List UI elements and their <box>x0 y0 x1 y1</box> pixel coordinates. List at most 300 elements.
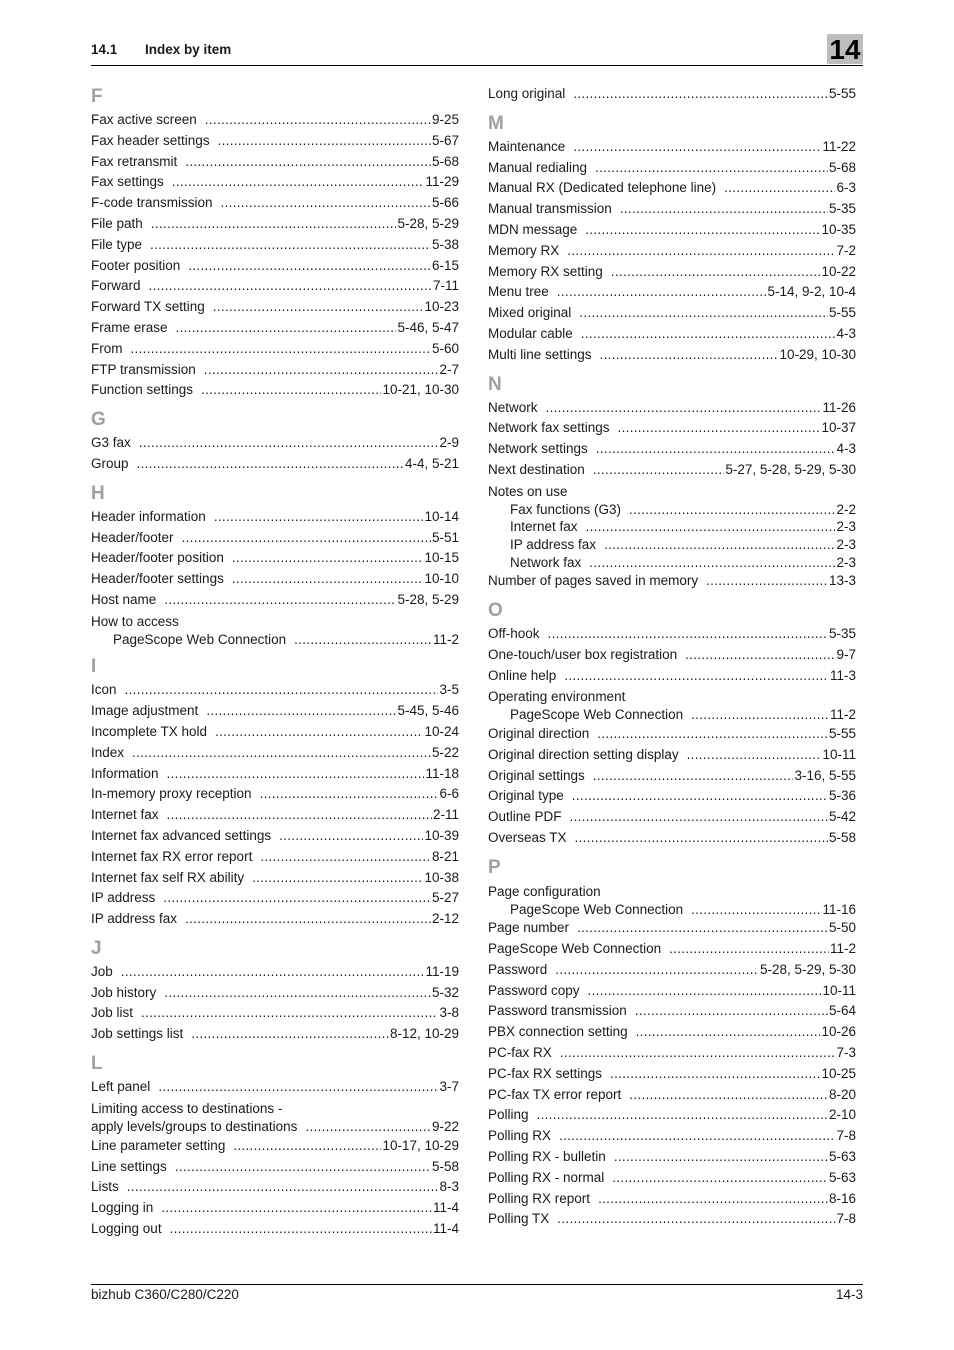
entry-page-ref: 7-2 <box>836 242 856 258</box>
index-entry <box>91 131 459 152</box>
dot-leader <box>548 624 828 645</box>
entry-page-ref: 3-7 <box>439 1079 459 1095</box>
index-entry <box>91 528 459 549</box>
dot-leader <box>555 960 759 981</box>
dot-leader <box>232 569 424 590</box>
entry-term: PageScope Web Connection <box>488 941 662 957</box>
entry-term: Fax settings <box>91 174 164 190</box>
index-entry <box>488 178 856 199</box>
entry-term: Fax functions (G3) <box>510 501 622 517</box>
dot-leader <box>167 805 432 826</box>
index-entry <box>91 1136 459 1157</box>
entry-term: Next destination <box>488 461 585 477</box>
dot-leader <box>279 826 423 847</box>
dot-leader <box>205 110 431 131</box>
entry-page-ref: 5-36 <box>828 788 856 804</box>
entry-term: MDN message <box>488 221 578 237</box>
dot-leader <box>570 807 828 828</box>
entry-term: Function settings <box>91 382 194 398</box>
entry-term: Incomplete TX hold <box>91 723 208 739</box>
index-entry <box>91 1198 459 1219</box>
dot-leader <box>149 276 432 297</box>
entry-page-ref: 11-22 <box>822 138 856 154</box>
entry-page-ref: 11-19 <box>425 963 459 979</box>
dot-leader <box>604 536 835 554</box>
entry-page-ref: 11-2 <box>432 631 459 647</box>
index-entry <box>91 701 459 722</box>
index-entry <box>91 360 459 381</box>
index-entry <box>91 152 459 173</box>
entry-page-ref: 4-4, 5-21 <box>404 455 459 471</box>
dot-leader <box>131 339 431 360</box>
entry-term: Long original <box>488 86 566 101</box>
entry-term: Original settings <box>488 767 585 783</box>
entry-term: Line parameter setting <box>91 1137 226 1153</box>
entry-page-ref: 5-60 <box>431 340 459 356</box>
index-entry <box>488 724 856 745</box>
index-entry <box>91 339 459 360</box>
entry-term: Line settings <box>91 1158 167 1174</box>
entry-page-ref: 4-3 <box>836 325 856 341</box>
dot-leader <box>573 84 828 105</box>
entry-page-ref: 5-68 <box>431 153 459 169</box>
index-entry <box>91 297 459 318</box>
index-entry <box>91 1177 459 1198</box>
index-letter-heading: J <box>91 937 102 959</box>
entry-term: Polling TX <box>488 1211 550 1227</box>
index-entry <box>91 722 459 743</box>
dot-leader <box>635 1001 828 1022</box>
entry-page-ref: 2-3 <box>836 519 856 535</box>
index-entry <box>91 784 459 805</box>
entry-page-ref: 2-2 <box>836 501 856 517</box>
entry-term: File path <box>91 215 143 231</box>
entry-page-ref: 6-6 <box>439 786 459 802</box>
entry-page-ref: 7-11 <box>432 278 459 294</box>
dot-leader <box>163 888 431 909</box>
entry-term: Header/footer position <box>91 550 224 566</box>
dot-leader <box>629 501 835 519</box>
header-rule <box>91 65 863 66</box>
index-column-left <box>91 84 459 1240</box>
entry-page-ref: 5-28, 5-29, 5-30 <box>759 961 856 977</box>
entry-term: PageScope Web Connection <box>510 901 684 917</box>
index-entry <box>488 1126 856 1147</box>
dot-leader <box>579 303 828 324</box>
entry-term: apply levels/groups to destinations <box>91 1118 298 1134</box>
entry-page-ref: 5-22 <box>431 744 459 760</box>
entry-page-ref: 5-35 <box>828 201 856 217</box>
entry-term: Outline PDF <box>488 809 562 825</box>
index-entry <box>488 220 856 241</box>
dot-leader <box>577 918 828 939</box>
entry-page-ref: 11-4 <box>432 1200 459 1216</box>
index-entry <box>91 1157 459 1178</box>
dot-leader <box>161 1198 432 1219</box>
index-entry <box>91 1077 459 1098</box>
entry-page-ref: 10-17, 10-29 <box>382 1137 459 1153</box>
entry-page-ref: 10-21, 10-30 <box>382 382 459 398</box>
dot-leader <box>215 722 423 743</box>
index-entry <box>91 764 459 785</box>
dot-leader <box>164 983 431 1004</box>
dot-leader <box>191 1024 389 1045</box>
dot-leader <box>125 680 439 701</box>
entry-term: Forward <box>91 278 141 294</box>
entry-page-ref: 9-7 <box>836 646 856 662</box>
dot-leader <box>585 220 820 241</box>
index-entry <box>91 888 459 909</box>
index-letter-heading: O <box>488 599 503 621</box>
entry-page-ref: 4-3 <box>836 441 856 457</box>
index-entry <box>488 1189 856 1210</box>
entry-term: PC-fax TX error report <box>488 1086 622 1102</box>
index-entry <box>488 786 856 807</box>
entry-term: Multi line settings <box>488 346 592 362</box>
index-entry <box>91 805 459 826</box>
dot-leader <box>629 1085 828 1106</box>
entry-term: Information <box>91 765 159 781</box>
dot-leader <box>557 282 767 303</box>
index-entry <box>91 454 459 475</box>
entry-page-ref: 5-55 <box>828 305 856 321</box>
index-entry <box>91 110 459 131</box>
entry-term: IP address fax <box>510 536 597 552</box>
entry-term: Internet fax advanced settings <box>91 827 272 843</box>
index-entry <box>488 807 856 828</box>
index-entry <box>91 631 459 649</box>
dot-leader <box>201 380 381 401</box>
entry-term: Manual transmission <box>488 201 612 217</box>
entry-page-ref: 8-16 <box>828 1190 856 1206</box>
entry-page-ref: 3-8 <box>439 1005 459 1021</box>
entry-term: Menu tree <box>488 284 549 300</box>
entry-term: Polling RX - normal <box>488 1169 605 1185</box>
entry-term: Forward TX setting <box>91 299 205 315</box>
entry-term: PC-fax RX <box>488 1045 552 1061</box>
entry-term: Maintenance <box>488 138 566 154</box>
entry-term: Modular cable <box>488 325 573 341</box>
dot-leader <box>182 528 431 549</box>
dot-leader <box>294 631 432 649</box>
entry-page-ref: 10-37 <box>821 420 856 436</box>
entry-term: Network <box>488 399 538 415</box>
index-entry <box>91 380 459 401</box>
chapter-badge: 14 <box>827 34 863 64</box>
entry-term: Header information <box>91 508 206 524</box>
index-entry <box>91 276 459 297</box>
dot-leader <box>691 901 821 919</box>
dot-leader <box>305 1118 431 1136</box>
entry-page-ref: 13-3 <box>828 573 856 589</box>
entry-page-ref: 5-32 <box>431 984 459 1000</box>
entry-page-ref: 2-7 <box>439 361 459 377</box>
entry-term: PC-fax RX settings <box>488 1065 603 1081</box>
entry-term: Host name <box>91 591 157 607</box>
index-entry <box>91 590 459 611</box>
index-entry <box>488 137 856 158</box>
dot-leader <box>581 324 836 345</box>
index-entry <box>488 960 856 981</box>
entry-page-ref: 11-2 <box>829 941 856 957</box>
index-entry <box>91 507 459 528</box>
index-entry-parent: Operating environment <box>488 689 626 705</box>
entry-term: Password <box>488 961 548 977</box>
entry-page-ref: 10-10 <box>424 571 459 587</box>
entry-page-ref: 10-24 <box>424 723 459 739</box>
entry-page-ref: 10-14 <box>424 508 459 524</box>
dot-leader <box>611 262 821 283</box>
index-entry <box>91 1003 459 1024</box>
entry-term: Image adjustment <box>91 703 199 719</box>
index-entry <box>488 828 856 849</box>
entry-term: IP address fax <box>91 911 178 927</box>
dot-leader <box>691 706 829 724</box>
entry-term: Fax header settings <box>91 132 210 148</box>
index-entry <box>488 439 856 460</box>
entry-page-ref: 10-23 <box>424 299 459 315</box>
dot-leader <box>612 1168 828 1189</box>
dot-leader <box>252 868 423 889</box>
dot-leader <box>598 1189 828 1210</box>
dot-leader <box>214 507 424 528</box>
dot-leader <box>724 178 835 199</box>
entry-term: Logging in <box>91 1200 154 1216</box>
index-letter-heading: G <box>91 409 106 431</box>
dot-leader <box>560 1043 836 1064</box>
index-entry <box>488 624 856 645</box>
dot-leader <box>188 256 431 277</box>
dot-leader <box>573 137 821 158</box>
entry-term: FTP transmission <box>91 361 196 377</box>
dot-leader <box>618 418 821 439</box>
index-entry <box>488 666 856 687</box>
index-entry <box>488 282 856 303</box>
dot-leader <box>127 1177 439 1198</box>
entry-term: Manual redialing <box>488 159 588 175</box>
dot-leader <box>139 433 439 454</box>
entry-page-ref: 5-45, 5-46 <box>397 703 459 719</box>
entry-page-ref: 7-8 <box>836 1211 856 1227</box>
entry-page-ref: 2-3 <box>836 554 856 570</box>
entry-page-ref: 5-55 <box>828 86 856 101</box>
index-entry-parent: Page configuration <box>488 883 601 899</box>
index-entry <box>488 303 856 324</box>
dot-leader <box>185 152 431 173</box>
index-entry <box>488 1085 856 1106</box>
dot-leader <box>593 766 794 787</box>
dot-leader <box>557 1209 835 1230</box>
entry-term: Header/footer <box>91 529 174 545</box>
section-number: 14.1 <box>91 42 118 57</box>
entry-term: F-code transmission <box>91 195 213 211</box>
entry-page-ref: 8-21 <box>431 848 459 864</box>
index-entry <box>488 158 856 179</box>
dot-leader <box>546 398 822 419</box>
index-entry <box>91 548 459 569</box>
entry-term: In-memory proxy reception <box>91 786 252 802</box>
footer-page-number: 14-3 <box>835 1287 863 1302</box>
dot-leader <box>141 1003 438 1024</box>
dot-leader <box>537 1105 828 1126</box>
entry-term: Polling <box>488 1107 529 1123</box>
dot-leader <box>167 764 425 785</box>
dot-leader <box>218 131 431 152</box>
entry-page-ref: 6-15 <box>431 257 459 273</box>
entry-page-ref: 10-38 <box>424 869 459 885</box>
index-letter-heading: F <box>91 86 103 107</box>
dot-leader <box>164 590 396 611</box>
index-entry <box>91 868 459 889</box>
index-entry <box>488 1168 856 1189</box>
entry-term: Header/footer settings <box>91 571 224 587</box>
index-entry <box>91 214 459 235</box>
dot-leader <box>586 518 836 536</box>
entry-page-ref: 2-10 <box>828 1107 856 1123</box>
dot-leader <box>137 454 404 475</box>
entry-page-ref: 2-3 <box>836 536 856 552</box>
dot-leader <box>706 571 828 592</box>
dot-leader <box>150 235 431 256</box>
entry-term: Internet fax self RX ability <box>91 869 245 885</box>
entry-page-ref: 11-18 <box>425 765 459 781</box>
entry-page-ref: 11-4 <box>432 1221 459 1237</box>
dot-leader <box>614 1147 828 1168</box>
dot-leader <box>176 318 397 339</box>
entry-term: Manual RX (Dedicated telephone line) <box>488 180 717 196</box>
entry-term: Job list <box>91 1005 134 1021</box>
entry-term: From <box>91 340 123 356</box>
entry-page-ref: 5-28, 5-29 <box>397 591 459 607</box>
entry-term: Lists <box>91 1179 119 1195</box>
index-entry <box>91 172 459 193</box>
entry-term: Internet fax <box>91 807 159 823</box>
index-entry <box>488 536 856 554</box>
index-entry <box>488 571 856 592</box>
index-entry <box>91 256 459 277</box>
entry-page-ref: 5-27, 5-28, 5-29, 5-30 <box>725 461 856 477</box>
index-letter-heading: I <box>91 656 97 678</box>
index-entry <box>488 241 856 262</box>
entry-term: File type <box>91 236 143 252</box>
entry-term: Original direction <box>488 725 590 741</box>
entry-term: Polling RX - bulletin <box>488 1149 606 1165</box>
entry-page-ref: 11-2 <box>829 707 856 723</box>
entry-page-ref: 9-22 <box>431 1118 459 1134</box>
entry-term: Frame erase <box>91 319 168 335</box>
dot-leader <box>610 1064 820 1085</box>
entry-term: Footer position <box>91 257 181 273</box>
entry-term: Fax retransmit <box>91 153 178 169</box>
entry-term: Fax active screen <box>91 112 197 127</box>
entry-term: Page number <box>488 920 570 936</box>
index-entry <box>488 501 856 519</box>
dot-leader <box>175 1157 431 1178</box>
index-entry <box>488 324 856 345</box>
index-entry <box>488 1064 856 1085</box>
entry-page-ref: 8-3 <box>439 1179 459 1195</box>
entry-term: Internet fax RX error report <box>91 848 253 864</box>
entry-term: Off-hook <box>488 625 540 641</box>
entry-page-ref: 3-5 <box>439 682 459 698</box>
index-entry <box>91 909 459 930</box>
dot-leader <box>589 554 835 572</box>
entry-page-ref: 2-12 <box>431 911 459 927</box>
entry-page-ref: 5-42 <box>828 809 856 825</box>
entry-page-ref: 11-16 <box>822 901 856 917</box>
entry-term: PBX connection setting <box>488 1024 628 1040</box>
entry-term: Job settings list <box>91 1026 184 1042</box>
dot-leader <box>572 786 828 807</box>
index-entry <box>488 262 856 283</box>
index-letter-heading: M <box>488 112 504 134</box>
index-entry <box>91 826 459 847</box>
entry-page-ref: 2-9 <box>439 435 459 451</box>
entry-term: Left panel <box>91 1079 151 1095</box>
dot-leader <box>260 784 439 805</box>
footer-model: bizhub C360/C280/C220 <box>91 1287 239 1302</box>
entry-term: PageScope Web Connection <box>113 631 287 647</box>
index-entry <box>488 1105 856 1126</box>
entry-term: Internet fax <box>510 519 578 535</box>
entry-term: Job <box>91 963 113 979</box>
index-entry <box>91 1024 459 1045</box>
entry-page-ref: 5-51 <box>431 529 459 545</box>
entry-term: Network fax <box>510 554 582 570</box>
dot-leader <box>204 360 439 381</box>
entry-page-ref: 10-15 <box>424 550 459 566</box>
index-entry <box>488 518 856 536</box>
entry-term: Group <box>91 455 129 471</box>
dot-leader <box>596 439 836 460</box>
dot-leader <box>687 745 822 766</box>
dot-leader <box>636 1022 821 1043</box>
entry-term: Online help <box>488 667 557 683</box>
entry-page-ref: 3-16, 5-55 <box>794 767 856 783</box>
index-entry <box>91 983 459 1004</box>
entry-page-ref: 11-29 <box>425 174 459 190</box>
entry-page-ref: 9-25 <box>431 112 459 127</box>
index-entry <box>91 569 459 590</box>
index-entry <box>488 345 856 366</box>
entry-term: Polling RX <box>488 1128 552 1144</box>
entry-page-ref: 10-26 <box>821 1024 856 1040</box>
entry-term: Overseas TX <box>488 829 567 845</box>
entry-page-ref: 2-11 <box>432 807 459 823</box>
entry-term: Index <box>91 744 125 760</box>
index-entry <box>488 1147 856 1168</box>
dot-leader <box>132 743 431 764</box>
dot-leader <box>685 645 835 666</box>
entry-page-ref: 10-11 <box>822 982 856 998</box>
index-entry <box>488 1022 856 1043</box>
index-entry <box>91 680 459 701</box>
dot-leader <box>172 172 425 193</box>
entry-term: Mixed original <box>488 305 572 321</box>
entry-page-ref: 6-3 <box>836 180 856 196</box>
dot-leader <box>151 214 397 235</box>
dot-leader <box>221 193 431 214</box>
entry-term: Job history <box>91 984 157 1000</box>
index-entry-parent: How to access <box>91 613 179 629</box>
dot-leader <box>593 460 725 481</box>
entry-page-ref: 5-35 <box>828 625 856 641</box>
entry-page-ref: 5-66 <box>431 195 459 211</box>
section-title: Index by item <box>145 42 232 57</box>
dot-leader <box>564 666 829 687</box>
entry-page-ref: 5-58 <box>828 829 856 845</box>
dot-leader <box>121 962 425 983</box>
